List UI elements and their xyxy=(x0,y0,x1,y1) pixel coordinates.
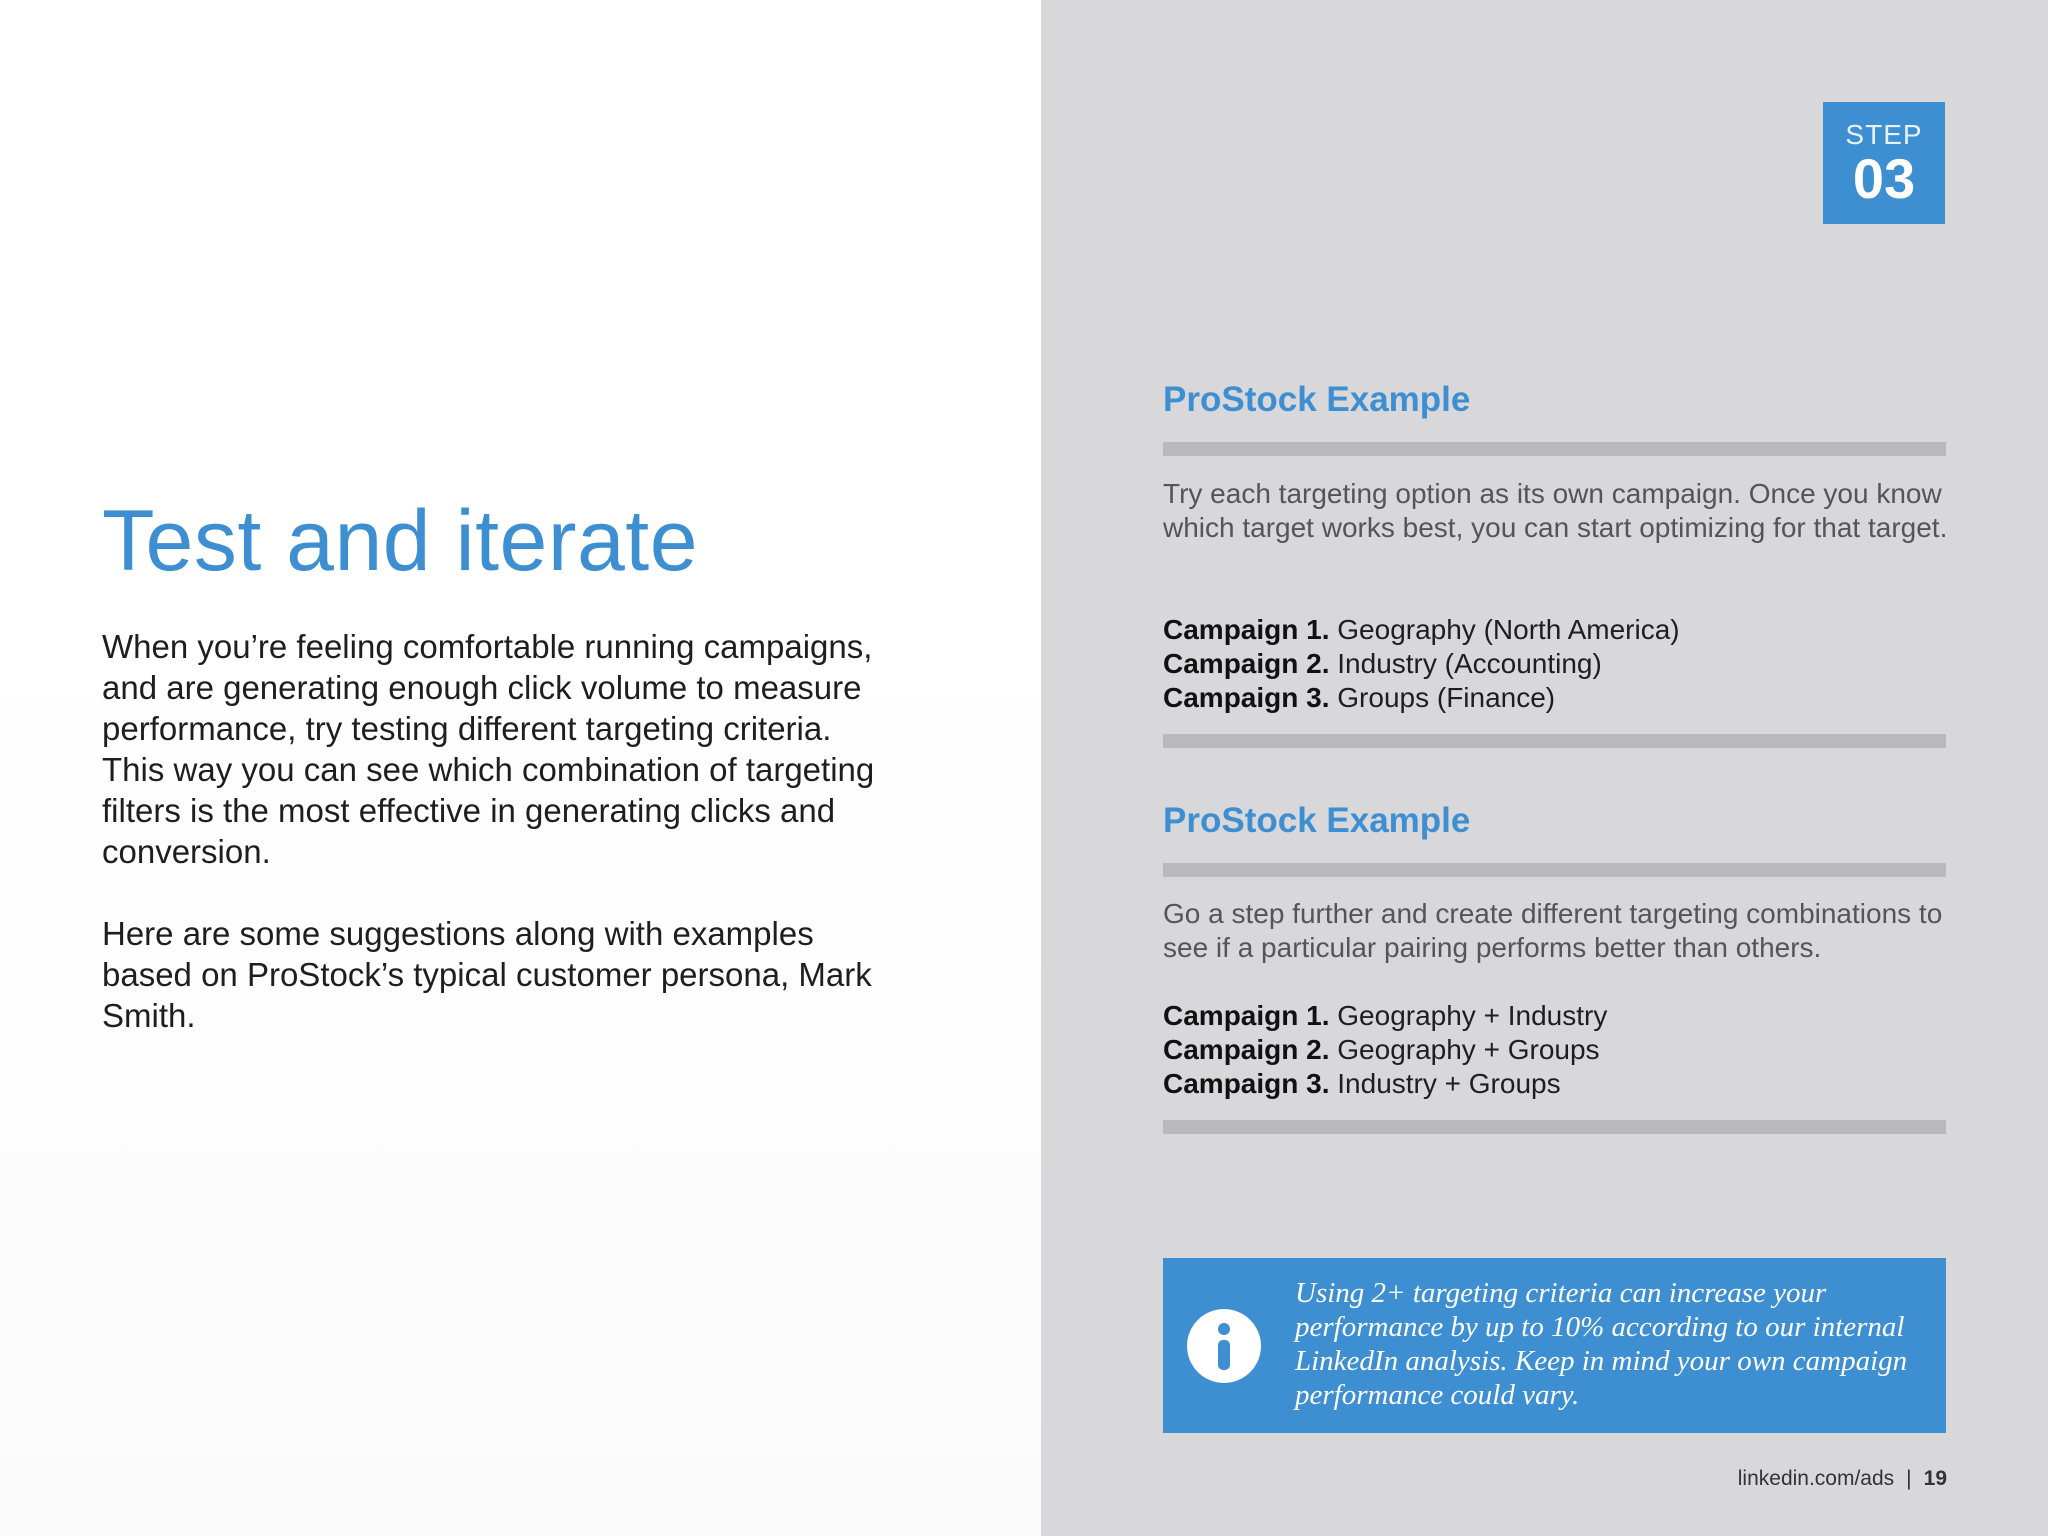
example-description: Go a step further and create different targeting combinations to see if a particular pairing performs better than others. xyxy=(1163,898,1943,963)
divider xyxy=(1163,1120,1946,1134)
campaign-label: Campaign 1. xyxy=(1163,614,1330,645)
suggestions-paragraph: Here are some suggestions along with examples based on ProStock’s typical customer persona, Mark Smith. xyxy=(102,915,872,1034)
example-heading: ProStock Example xyxy=(1163,801,1471,840)
info-icon xyxy=(1187,1309,1261,1383)
page-number: 19 xyxy=(1923,1467,1947,1490)
example-heading: ProStock Example xyxy=(1163,380,1471,419)
campaign-item xyxy=(1163,1067,1953,1101)
campaign-item xyxy=(1163,999,1953,1033)
campaign-value: Industry + Groups xyxy=(1337,1068,1561,1099)
campaign-value: Industry (Accounting) xyxy=(1337,648,1602,679)
intro-paragraph: When you’re feeling comfortable running campaigns, and are generating enough click volume to measure performance, try testing different targeting criteria. This way you can see which combination of targeting filters is the most effective in generating clicks and conversion. xyxy=(102,628,875,870)
step-number: 03 xyxy=(1852,147,1916,210)
step-label: STEP xyxy=(1845,119,1923,150)
example-description: Try each targeting option as its own campaign. Once you know which target works best, you can start optimizing for that target. xyxy=(1163,478,1948,543)
page-title: Test and iterate xyxy=(102,493,699,589)
campaign-item xyxy=(1163,1033,1953,1067)
campaign-item xyxy=(1163,681,1953,715)
footer-separator: | xyxy=(1906,1467,1912,1490)
campaign-list xyxy=(1163,613,1953,715)
divider xyxy=(1163,442,1946,456)
footer-link[interactable]: linkedin.com/ads xyxy=(1737,1467,1895,1490)
campaign-value: Geography + Groups xyxy=(1337,1034,1600,1065)
info-text: Using 2+ targeting criteria can increase your performance by up to 10% according to our internal LinkedIn analysis. Keep in mind your own campaign performance could vary. xyxy=(1295,1277,1908,1411)
info-callout xyxy=(1163,1258,1946,1433)
divider xyxy=(1163,863,1946,877)
step-badge xyxy=(1823,102,1945,224)
campaign-label: Campaign 3. xyxy=(1163,682,1330,713)
campaign-list xyxy=(1163,999,1953,1101)
campaign-item xyxy=(1163,647,1953,681)
campaign-value: Geography (North America) xyxy=(1337,614,1680,645)
page-footer xyxy=(1738,1467,1947,1491)
divider xyxy=(1163,734,1946,748)
campaign-value: Geography + Industry xyxy=(1337,1000,1608,1031)
campaign-label: Campaign 2. xyxy=(1163,648,1330,679)
campaign-item xyxy=(1163,613,1953,647)
campaign-value: Groups (Finance) xyxy=(1337,682,1556,713)
campaign-label: Campaign 2. xyxy=(1163,1034,1330,1065)
campaign-label: Campaign 1. xyxy=(1163,1000,1330,1031)
campaign-label: Campaign 3. xyxy=(1163,1068,1330,1099)
